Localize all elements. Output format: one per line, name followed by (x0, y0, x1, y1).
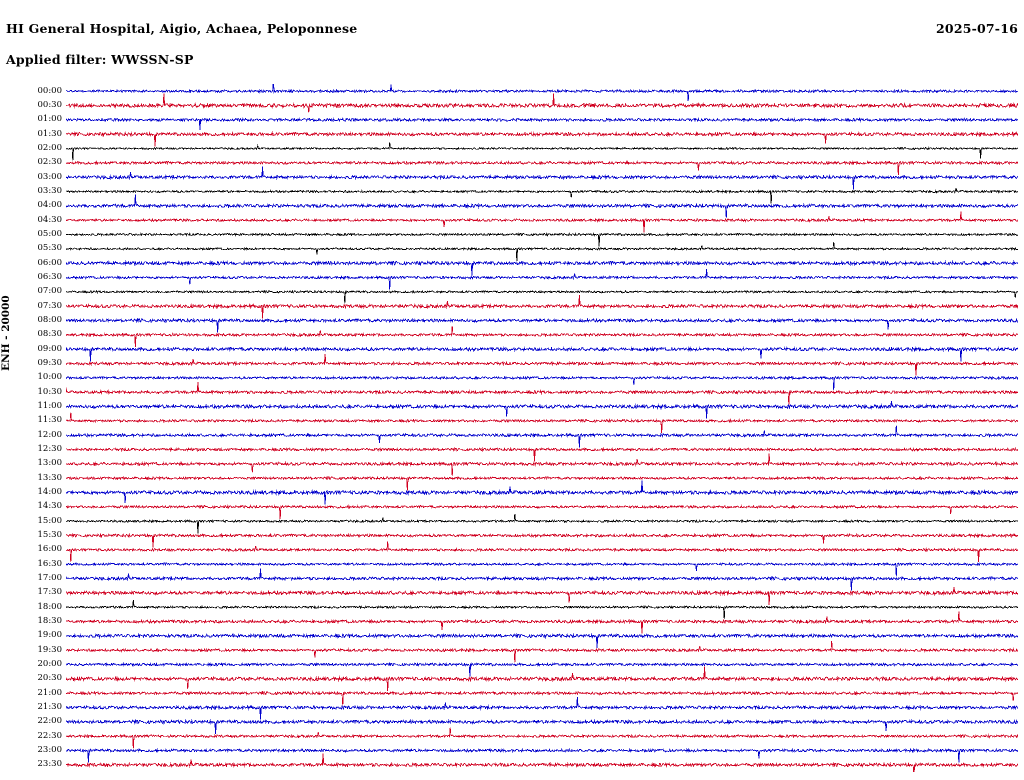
trace-line (66, 480, 1018, 504)
time-tick-label: 04:30 (37, 214, 62, 225)
trace-line (66, 448, 1018, 461)
trace-line (66, 541, 1018, 562)
trace-line (66, 242, 1018, 261)
time-tick-label: 02:30 (37, 157, 62, 168)
trace-line (66, 534, 1018, 548)
trace-line (66, 162, 1018, 175)
time-tick-label: 11:00 (37, 401, 62, 411)
time-tick-label: 23:00 (37, 745, 62, 755)
trace-line (66, 720, 1018, 734)
trace-line (66, 563, 1018, 576)
trace-canvas (66, 84, 1018, 772)
trace-line (66, 354, 1018, 376)
trace-line (66, 382, 1018, 404)
trace-line (66, 188, 1018, 204)
time-tick-label: 22:00 (37, 716, 62, 727)
trace-line (66, 667, 1018, 691)
trace-line (66, 412, 1018, 433)
time-tick-label: 05:00 (37, 229, 62, 239)
trace-svg (66, 84, 1018, 772)
trace-line (66, 377, 1018, 390)
time-tick-label: 00:00 (37, 85, 62, 96)
time-tick-label: 01:00 (37, 114, 62, 125)
time-tick-label: 14:00 (37, 487, 62, 497)
time-tick-label: 09:30 (37, 358, 62, 368)
time-tick-label: 22:30 (37, 730, 62, 741)
time-tick-label: 21:00 (37, 687, 62, 698)
trace-line (66, 142, 1018, 160)
trace-line (66, 348, 1018, 362)
trace-line (66, 133, 1018, 147)
time-tick-label: 10:00 (37, 372, 62, 383)
time-tick-label: 13:30 (37, 472, 62, 483)
plot-date: 2025-07-16 (936, 21, 1018, 36)
time-tick-label: 16:00 (37, 544, 62, 555)
time-tick-label: 00:30 (37, 100, 62, 110)
trace-line (66, 514, 1018, 534)
trace-line (66, 291, 1018, 304)
time-tick-label: 04:00 (37, 200, 62, 211)
time-tick-label: 07:30 (37, 300, 62, 311)
trace-line (66, 84, 1018, 101)
time-tick-label: 19:00 (37, 630, 62, 641)
trace-line (66, 269, 1018, 290)
time-tick-label: 05:30 (37, 243, 62, 254)
time-tick-label: 21:30 (37, 702, 62, 712)
trace-line (66, 506, 1018, 519)
time-tick-label: 03:30 (37, 186, 62, 196)
time-tick-label: 18:30 (37, 616, 62, 626)
time-tick-label: 15:00 (37, 515, 62, 526)
time-tick-label: 12:30 (37, 444, 62, 454)
trace-line (66, 319, 1018, 333)
time-tick-label: 18:00 (37, 601, 62, 612)
trace-line (66, 195, 1018, 218)
time-tick-label: 08:00 (37, 315, 62, 325)
trace-line (66, 93, 1018, 112)
time-tick-label: 14:30 (37, 501, 62, 512)
time-tick-label: 17:30 (37, 587, 62, 598)
time-tick-label: 15:30 (37, 530, 62, 540)
trace-line (66, 233, 1018, 246)
trace-line (66, 697, 1018, 720)
time-tick-label: 09:00 (37, 343, 62, 354)
time-tick-label: 08:30 (37, 329, 62, 340)
y-axis-label-text: ENH - 20000 (0, 295, 12, 371)
time-tick-label: 20:30 (37, 673, 62, 684)
trace-line (66, 634, 1018, 648)
trace-line (66, 641, 1018, 662)
trace-line (66, 587, 1018, 605)
time-tick-label: 19:30 (37, 644, 62, 655)
trace-line (66, 663, 1018, 676)
trace-line (66, 426, 1018, 448)
trace-line (66, 728, 1018, 749)
time-tick-label: 23:30 (37, 759, 62, 770)
time-tick-label: 06:30 (37, 272, 62, 282)
trace-line (66, 454, 1018, 476)
time-tick-label: 03:00 (37, 171, 62, 182)
trace-line (66, 295, 1018, 318)
time-tick-label: 13:00 (37, 458, 62, 469)
time-tick-label: 20:00 (37, 659, 62, 669)
time-tick-label: 06:00 (37, 257, 62, 268)
trace-line (66, 692, 1018, 706)
trace-line (66, 401, 1018, 419)
trace-line (66, 611, 1018, 633)
time-tick-label: 10:30 (37, 386, 62, 397)
page-title: HI General Hospital, Aigio, Achaea, Peloponnese (6, 21, 358, 36)
trace-line (66, 568, 1018, 590)
time-tick-label: 16:30 (37, 558, 62, 569)
time-tick-label: 01:30 (37, 128, 62, 139)
time-tick-label: 07:00 (37, 286, 62, 297)
trace-line (66, 326, 1018, 347)
trace-line (66, 261, 1018, 275)
trace-line (66, 600, 1018, 619)
time-tick-label: 17:00 (37, 573, 62, 583)
filter-label: Applied filter: WWSSN-SP (6, 52, 194, 67)
trace-line (66, 118, 1018, 129)
trace-line (66, 212, 1018, 233)
trace-line (66, 166, 1018, 189)
time-tick-label: 02:00 (37, 143, 62, 153)
time-tick-label: 11:30 (37, 415, 62, 426)
time-tick-label: 12:00 (37, 429, 62, 440)
trace-line (66, 754, 1018, 772)
trace-line (66, 749, 1018, 763)
trace-line (66, 477, 1018, 490)
